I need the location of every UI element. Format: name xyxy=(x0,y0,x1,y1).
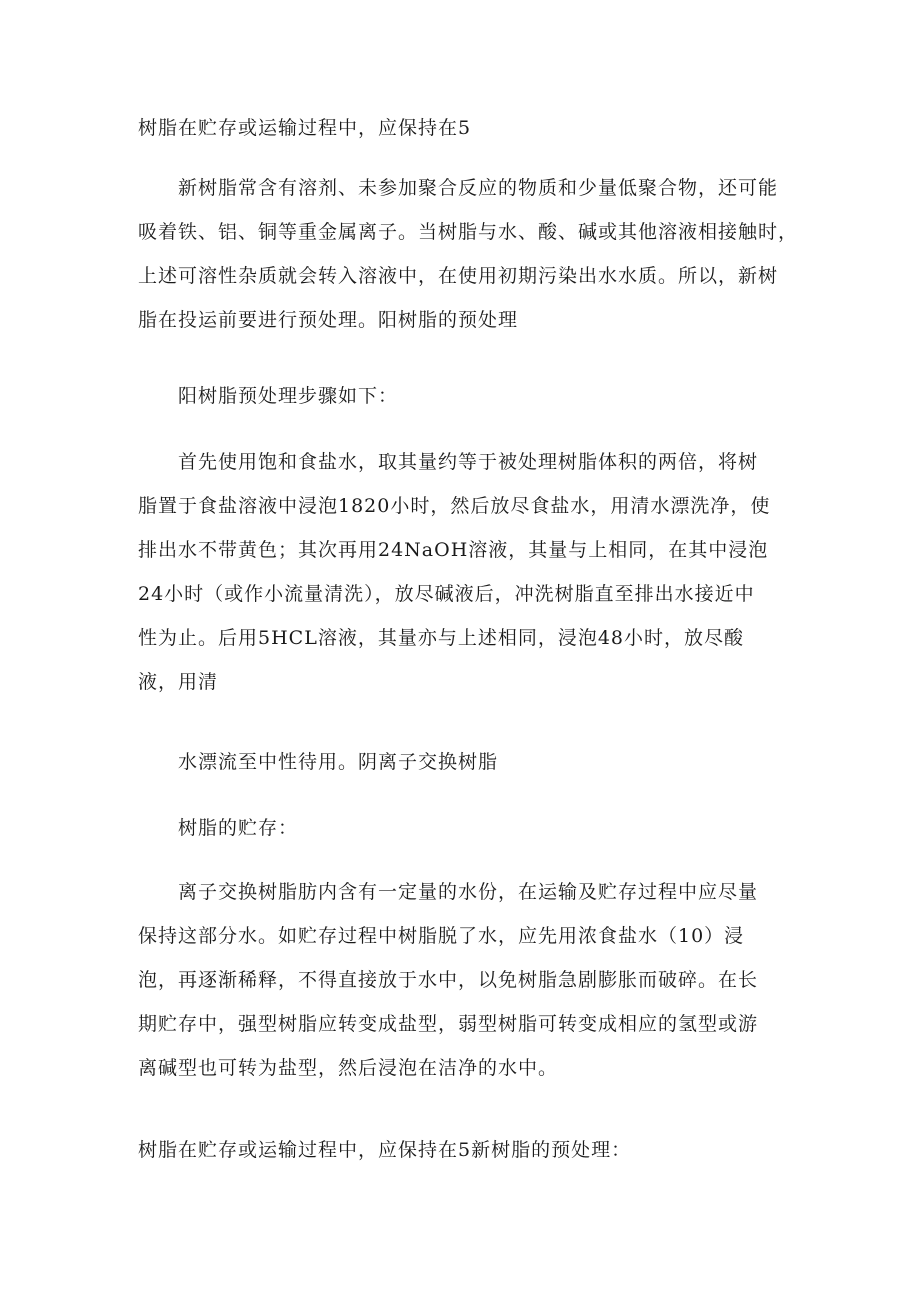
text-line: 脂在投运前要进行预处理。阳树脂的预处理 xyxy=(138,309,519,331)
text-line: 水漂流至中性待用。阴离子交换树脂 xyxy=(178,751,499,773)
text-line: 保持这部分水。如贮存过程中树脂脱了水，应先用浓食盐水（10）浸 xyxy=(138,925,745,947)
text-line: 树脂在贮存或运输过程中，应保持在5新树脂的预处理： xyxy=(138,1139,632,1161)
paragraph-storage-heading xyxy=(138,806,784,850)
paragraph-new-resin-impurities xyxy=(138,166,799,342)
text-line: 树脂在贮存或运输过程中，应保持在5 xyxy=(138,117,472,139)
text-line: 液，用清 xyxy=(138,671,219,693)
text-line: 期贮存中，强型树脂应转变成盐型，弱型树脂可转变成相应的氢型或游 xyxy=(138,1013,759,1035)
text-line: 性为止。后用5HCL溶液，其量亦与上述相同，浸泡48小时，放尽酸 xyxy=(138,627,744,649)
paragraph-cation-procedure xyxy=(138,440,784,704)
paragraph-cation-steps-heading xyxy=(138,374,784,418)
text-line: 排出水不带黄色；其次再用24NaOH溶液，其量与上相同，在其中浸泡 xyxy=(138,539,769,561)
text-line: 脂置于食盐溶液中浸泡1820小时，然后放尽食盐水，用清水漂洗净，使 xyxy=(138,495,771,517)
text-line: 新树脂常含有溶剂、未参加聚合反应的物质和少量低聚合物，还可能 xyxy=(178,177,779,199)
text-line: 离子交换树脂肪内含有一定量的水份，在运输及贮存过程中应尽量 xyxy=(178,881,759,903)
paragraph-storage-pretreatment xyxy=(138,1128,784,1172)
text-line: 阳树脂预处理步骤如下： xyxy=(178,385,399,407)
paragraph-anion-resin xyxy=(138,740,784,784)
paragraph-storage-note xyxy=(138,106,784,150)
text-line: 上述可溶性杂质就会转入溶液中，在使用初期污染出水水质。所以，新树 xyxy=(138,265,779,287)
text-line: 首先使用饱和食盐水，取其量约等于被处理树脂体积的两倍，将树 xyxy=(178,451,759,473)
text-line: 吸着铁、铝、铜等重金属离子。当树脂与水、酸、碱或其他溶液相接触时， xyxy=(138,221,799,243)
text-line: 泡，再逐渐稀释，不得直接放于水中，以免树脂急剧膨胀而破碎。在长 xyxy=(138,969,759,991)
paragraph-storage-details xyxy=(138,870,784,1090)
text-line: 24小时（或作小流量清洗），放尽碱液后，冲洗树脂直至排出水接近中 xyxy=(138,583,755,605)
text-line: 离碱型也可转为盐型，然后浸泡在洁净的水中。 xyxy=(138,1057,559,1079)
text-line: 树脂的贮存： xyxy=(178,817,299,839)
